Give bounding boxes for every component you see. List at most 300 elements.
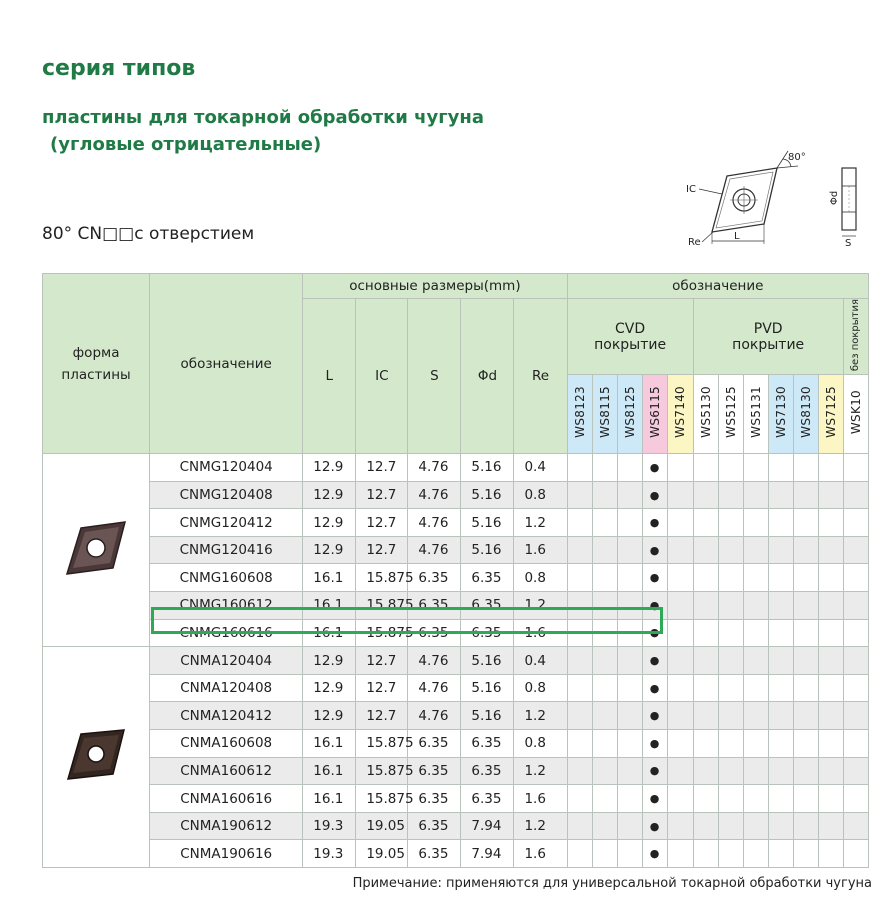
- cell-grade-ws8130: [793, 481, 818, 509]
- cell-grade-ws7140: [667, 840, 693, 868]
- cell-d: 5.16: [461, 454, 514, 482]
- cell-re: 1.2: [514, 509, 567, 537]
- cell-grade-ws8130: [793, 840, 818, 868]
- cell-grade-ws8125: [617, 481, 642, 509]
- grade-header-ws5131: WS5131: [743, 375, 768, 454]
- cell-grade-ws8123: [567, 564, 592, 592]
- cell-grade-ws5125: [718, 812, 743, 840]
- cell-grade-ws7140: [667, 647, 693, 675]
- cell-grade-ws5125: [718, 647, 743, 675]
- cell-grade-ws8130: [793, 757, 818, 785]
- header-no-coating: без покрытия: [843, 299, 868, 375]
- cell-grade-ws5131: [743, 647, 768, 675]
- table-row: [43, 509, 869, 537]
- cell-ic: 19.05: [356, 812, 408, 840]
- cell-grade-ws8123: [567, 619, 592, 647]
- cell-code: CNMG120412: [150, 509, 303, 537]
- cell-grade-ws5125: [718, 592, 743, 620]
- cell-l: 16.1: [303, 564, 356, 592]
- cell-re: 1.6: [514, 840, 567, 868]
- cell-grade-ws7140: [667, 454, 693, 482]
- cell-grade-ws5125: [718, 536, 743, 564]
- cell-code: CNMG120416: [150, 536, 303, 564]
- cell-grade-ws5130: [693, 509, 718, 537]
- cell-grade-ws6115: ●: [642, 454, 667, 482]
- cell-grade-ws7125: [818, 647, 843, 675]
- cell-grade-ws5131: [743, 619, 768, 647]
- cell-grade-ws5131: [743, 509, 768, 537]
- cell-grade-ws8130: [793, 730, 818, 758]
- cell-grade-ws5131: [743, 812, 768, 840]
- cell-grade-ws8130: [793, 674, 818, 702]
- cell-grade-ws8123: [567, 509, 592, 537]
- cell-grade-ws7130: [768, 564, 793, 592]
- header-code: обозначение: [150, 274, 303, 454]
- cell-grade-ws7130: [768, 702, 793, 730]
- cell-grade-ws8123: [567, 840, 592, 868]
- cell-grade-ws8125: [617, 757, 642, 785]
- cell-grade-ws8130: [793, 619, 818, 647]
- cell-grade-wsk10: [843, 647, 868, 675]
- cell-s: 6.35: [408, 564, 461, 592]
- cell-grade-ws8130: [793, 564, 818, 592]
- cell-grade-ws5125: [718, 481, 743, 509]
- cell-grade-ws7140: [667, 619, 693, 647]
- cell-grade-ws8130: [793, 812, 818, 840]
- grade-header-ws8115: WS8115: [592, 375, 617, 454]
- cell-s: 4.76: [408, 536, 461, 564]
- grade-header-ws5130: WS5130: [693, 375, 718, 454]
- cell-grade-ws5130: [693, 730, 718, 758]
- cell-grade-ws8130: [793, 785, 818, 813]
- cell-code: CNMA160608: [150, 730, 303, 758]
- cell-grade-wsk10: [843, 702, 868, 730]
- cell-grade-ws7125: [818, 564, 843, 592]
- cell-grade-ws5131: [743, 592, 768, 620]
- cell-grade-ws8115: [592, 647, 617, 675]
- cell-grade-ws7140: [667, 564, 693, 592]
- cell-l: 12.9: [303, 702, 356, 730]
- cell-grade-ws5131: [743, 730, 768, 758]
- cell-d: 5.16: [461, 509, 514, 537]
- cell-grade-ws8123: [567, 757, 592, 785]
- cell-grade-ws5131: [743, 702, 768, 730]
- cell-grade-ws8123: [567, 812, 592, 840]
- cell-l: 12.9: [303, 509, 356, 537]
- cell-ic: 12.7: [356, 509, 408, 537]
- cell-grade-wsk10: [843, 785, 868, 813]
- cell-grade-ws8125: [617, 564, 642, 592]
- page-subtitle: [42, 104, 484, 158]
- cell-grade-ws8115: [592, 812, 617, 840]
- cell-grade-ws6115: ●: [642, 536, 667, 564]
- table-row: [43, 674, 869, 702]
- cell-ic: 12.7: [356, 674, 408, 702]
- cell-s: 6.35: [408, 619, 461, 647]
- cell-grade-ws7125: [818, 840, 843, 868]
- header-dim-s: S: [408, 299, 461, 454]
- cell-grade-ws8115: [592, 536, 617, 564]
- cell-grade-ws7125: [818, 592, 843, 620]
- cell-grade-ws5130: [693, 619, 718, 647]
- cell-grade-ws7130: [768, 536, 793, 564]
- cell-ic: 19.05: [356, 840, 408, 868]
- cell-grade-ws8125: [617, 674, 642, 702]
- cell-grade-ws7130: [768, 509, 793, 537]
- cell-grade-ws5130: [693, 674, 718, 702]
- cell-grade-ws5125: [718, 564, 743, 592]
- cell-grade-ws5125: [718, 785, 743, 813]
- cell-grade-wsk10: [843, 536, 868, 564]
- cell-re: 1.6: [514, 619, 567, 647]
- cell-grade-ws5125: [718, 757, 743, 785]
- cell-grade-ws8130: [793, 702, 818, 730]
- cell-grade-ws5125: [718, 840, 743, 868]
- header-cvd: CVD покрытие: [567, 299, 693, 375]
- cell-code: CNMG160616: [150, 619, 303, 647]
- cell-grade-ws6115: ●: [642, 509, 667, 537]
- cell-ic: 12.7: [356, 647, 408, 675]
- cell-re: 0.8: [514, 674, 567, 702]
- cell-ic: 12.7: [356, 702, 408, 730]
- cell-grade-ws7125: [818, 812, 843, 840]
- cell-grade-ws7130: [768, 812, 793, 840]
- cell-grade-ws5130: [693, 812, 718, 840]
- cell-grade-ws8115: [592, 619, 617, 647]
- page-title: серия типов: [42, 56, 196, 81]
- cell-grade-ws5131: [743, 840, 768, 868]
- cell-grade-ws7125: [818, 674, 843, 702]
- cell-re: 1.2: [514, 757, 567, 785]
- cell-grade-ws7140: [667, 757, 693, 785]
- diagram-l-label: L: [734, 231, 740, 242]
- cell-grade-wsk10: [843, 454, 868, 482]
- table-row: [43, 592, 869, 620]
- cell-grade-wsk10: [843, 812, 868, 840]
- cell-code: CNMA160616: [150, 785, 303, 813]
- cell-ic: 12.7: [356, 454, 408, 482]
- cell-grade-ws5131: [743, 674, 768, 702]
- cell-grade-ws8115: [592, 481, 617, 509]
- cell-ic: 12.7: [356, 481, 408, 509]
- cell-code: CNMG160608: [150, 564, 303, 592]
- table-row: [43, 647, 869, 675]
- cell-d: 5.16: [461, 536, 514, 564]
- diagram-angle-label: 80°: [788, 152, 806, 163]
- cell-ic: 12.7: [356, 536, 408, 564]
- cell-grade-ws5131: [743, 481, 768, 509]
- cell-re: 1.6: [514, 536, 567, 564]
- cell-re: 1.6: [514, 785, 567, 813]
- grade-header-ws6115: WS6115: [642, 375, 667, 454]
- cell-s: 4.76: [408, 509, 461, 537]
- cell-grade-ws8123: [567, 454, 592, 482]
- cell-grade-ws7125: [818, 619, 843, 647]
- subtitle-line-2: (угловые отрицательные): [50, 134, 322, 155]
- cell-s: 4.76: [408, 647, 461, 675]
- grade-header-ws7140: WS7140: [667, 375, 693, 454]
- cell-grade-ws7125: [818, 509, 843, 537]
- cell-l: 16.1: [303, 730, 356, 758]
- table-row: [43, 840, 869, 868]
- table-row: [43, 757, 869, 785]
- cell-grade-ws7125: [818, 454, 843, 482]
- cell-grade-ws7140: [667, 730, 693, 758]
- cell-grade-ws5125: [718, 730, 743, 758]
- cell-grade-ws5125: [718, 454, 743, 482]
- cell-s: 6.35: [408, 730, 461, 758]
- cell-grade-ws8123: [567, 785, 592, 813]
- cell-grade-ws6115: ●: [642, 812, 667, 840]
- cell-grade-ws6115: ●: [642, 840, 667, 868]
- table-row: [43, 619, 869, 647]
- cell-grade-ws5125: [718, 674, 743, 702]
- cell-grade-ws5131: [743, 454, 768, 482]
- cell-grade-ws8125: [617, 702, 642, 730]
- cell-s: 4.76: [408, 702, 461, 730]
- cell-code: CNMA120412: [150, 702, 303, 730]
- cell-d: 6.35: [461, 564, 514, 592]
- cell-grade-wsk10: [843, 619, 868, 647]
- cell-grade-ws8130: [793, 647, 818, 675]
- insert-spec-label: 80° CN□□с отверстием: [42, 224, 255, 244]
- cell-code: CNMA190616: [150, 840, 303, 868]
- cell-grade-ws5130: [693, 454, 718, 482]
- cell-grade-ws5130: [693, 536, 718, 564]
- cell-grade-ws8125: [617, 785, 642, 813]
- cell-grade-ws5125: [718, 702, 743, 730]
- cell-grade-ws8125: [617, 647, 642, 675]
- table-row: [43, 481, 869, 509]
- insert-dimension-diagram: [682, 146, 872, 254]
- cell-l: 16.1: [303, 757, 356, 785]
- cell-re: 1.2: [514, 702, 567, 730]
- cell-grade-ws7125: [818, 757, 843, 785]
- diagram-ic-label: IC: [686, 184, 696, 195]
- cell-d: 5.16: [461, 481, 514, 509]
- cell-ic: 15.875: [356, 785, 408, 813]
- cell-grade-ws5131: [743, 757, 768, 785]
- cell-grade-ws5130: [693, 481, 718, 509]
- header-dim-re: Re: [514, 299, 567, 454]
- cell-grade-ws5130: [693, 702, 718, 730]
- cell-grade-ws8115: [592, 592, 617, 620]
- grade-header-ws8130: WS8130: [793, 375, 818, 454]
- header-pvd: PVD покрытие: [693, 299, 843, 375]
- cell-grade-ws5130: [693, 592, 718, 620]
- cell-s: 4.76: [408, 454, 461, 482]
- cell-grade-ws8115: [592, 454, 617, 482]
- cell-grade-ws8115: [592, 785, 617, 813]
- cell-grade-ws8123: [567, 730, 592, 758]
- cell-re: 0.4: [514, 454, 567, 482]
- grade-header-wsk10: WSK10: [843, 375, 868, 454]
- cell-grade-ws5125: [718, 509, 743, 537]
- insert-image-cnmg: [43, 454, 150, 647]
- cell-l: 19.3: [303, 812, 356, 840]
- cell-grade-ws7125: [818, 702, 843, 730]
- cell-re: 1.2: [514, 812, 567, 840]
- cell-l: 19.3: [303, 840, 356, 868]
- cell-grade-ws8125: [617, 536, 642, 564]
- cell-grade-wsk10: [843, 509, 868, 537]
- insert-image-cnma: [43, 647, 150, 868]
- cell-d: 5.16: [461, 647, 514, 675]
- cell-grade-ws7130: [768, 592, 793, 620]
- cell-grade-ws8115: [592, 509, 617, 537]
- cell-l: 16.1: [303, 592, 356, 620]
- cell-grade-ws7140: [667, 509, 693, 537]
- cell-d: 7.94: [461, 840, 514, 868]
- cell-grade-ws8115: [592, 840, 617, 868]
- cell-grade-ws8125: [617, 730, 642, 758]
- cell-grade-ws7125: [818, 536, 843, 564]
- cell-d: 5.16: [461, 674, 514, 702]
- cell-grade-ws7125: [818, 481, 843, 509]
- cell-s: 6.35: [408, 757, 461, 785]
- cell-grade-ws6115: ●: [642, 785, 667, 813]
- cell-grade-ws7140: [667, 812, 693, 840]
- grade-header-ws8123: WS8123: [567, 375, 592, 454]
- cell-code: CNMG160612: [150, 592, 303, 620]
- cell-grade-wsk10: [843, 730, 868, 758]
- cell-s: 6.35: [408, 840, 461, 868]
- cell-ic: 15.875: [356, 757, 408, 785]
- cell-s: 6.35: [408, 785, 461, 813]
- cell-grade-ws7130: [768, 481, 793, 509]
- cell-code: CNMG120408: [150, 481, 303, 509]
- cell-grade-ws8125: [617, 592, 642, 620]
- cell-grade-ws8123: [567, 647, 592, 675]
- cell-grade-ws6115: ●: [642, 730, 667, 758]
- cell-code: CNMG120404: [150, 454, 303, 482]
- cell-grade-ws7130: [768, 619, 793, 647]
- cell-grade-ws7140: [667, 785, 693, 813]
- cell-grade-ws8123: [567, 674, 592, 702]
- cell-ic: 15.875: [356, 564, 408, 592]
- cell-s: 4.76: [408, 674, 461, 702]
- grade-header-ws7130: WS7130: [768, 375, 793, 454]
- cell-grade-ws5130: [693, 757, 718, 785]
- cell-s: 4.76: [408, 481, 461, 509]
- cell-re: 0.4: [514, 647, 567, 675]
- cell-grade-ws8125: [617, 812, 642, 840]
- cell-grade-ws8115: [592, 564, 617, 592]
- cell-grade-ws7140: [667, 674, 693, 702]
- cell-ic: 15.875: [356, 592, 408, 620]
- table-row: [43, 536, 869, 564]
- cell-grade-ws6115: ●: [642, 592, 667, 620]
- footer-note: Примечание: применяются для универсальной токарной обработки чугуна: [352, 876, 872, 891]
- header-dim-ic: IC: [356, 299, 408, 454]
- table-row: [43, 564, 869, 592]
- cell-ic: 15.875: [356, 619, 408, 647]
- cell-code: CNMA120408: [150, 674, 303, 702]
- cell-grade-ws5131: [743, 564, 768, 592]
- cell-d: 6.35: [461, 757, 514, 785]
- cell-grade-ws8115: [592, 702, 617, 730]
- table-row: [43, 702, 869, 730]
- cell-re: 0.8: [514, 481, 567, 509]
- cell-grade-ws8123: [567, 481, 592, 509]
- cell-grade-ws8115: [592, 674, 617, 702]
- cell-grade-ws8115: [592, 730, 617, 758]
- cell-grade-wsk10: [843, 757, 868, 785]
- cell-grade-ws7140: [667, 702, 693, 730]
- cell-d: 6.35: [461, 619, 514, 647]
- cell-grade-ws6115: ●: [642, 481, 667, 509]
- cell-grade-ws5130: [693, 785, 718, 813]
- cell-grade-ws7125: [818, 730, 843, 758]
- cell-grade-ws6115: ●: [642, 619, 667, 647]
- cell-grade-wsk10: [843, 592, 868, 620]
- table-row: [43, 812, 869, 840]
- cell-grade-ws8115: [592, 757, 617, 785]
- cell-grade-ws8130: [793, 454, 818, 482]
- cell-grade-ws5131: [743, 536, 768, 564]
- cell-code: CNMA190612: [150, 812, 303, 840]
- cell-l: 16.1: [303, 785, 356, 813]
- table-row: [43, 730, 869, 758]
- table-row: [43, 454, 869, 482]
- header-grades-group: обозначение: [567, 274, 868, 299]
- cell-grade-ws6115: ●: [642, 757, 667, 785]
- cell-grade-ws7130: [768, 785, 793, 813]
- insert-specification-table: [42, 273, 869, 868]
- cell-s: 6.35: [408, 592, 461, 620]
- cell-grade-ws7130: [768, 674, 793, 702]
- diagram-s-label: S: [845, 238, 852, 249]
- cell-grade-ws6115: ●: [642, 564, 667, 592]
- cell-l: 12.9: [303, 674, 356, 702]
- cell-grade-ws5130: [693, 564, 718, 592]
- cell-grade-ws8123: [567, 592, 592, 620]
- grade-header-ws5125: WS5125: [718, 375, 743, 454]
- cell-re: 0.8: [514, 564, 567, 592]
- cell-grade-wsk10: [843, 481, 868, 509]
- cell-grade-ws8125: [617, 509, 642, 537]
- cell-grade-ws5130: [693, 647, 718, 675]
- grade-header-ws8125: WS8125: [617, 375, 642, 454]
- diagram-re-label: Re: [688, 237, 701, 248]
- cell-grade-ws7125: [818, 785, 843, 813]
- cell-d: 5.16: [461, 702, 514, 730]
- cell-l: 12.9: [303, 454, 356, 482]
- cell-grade-ws8125: [617, 619, 642, 647]
- cell-d: 6.35: [461, 730, 514, 758]
- cell-grade-ws8125: [617, 454, 642, 482]
- cell-l: 16.1: [303, 619, 356, 647]
- cell-l: 12.9: [303, 647, 356, 675]
- cell-grade-ws6115: ●: [642, 647, 667, 675]
- grade-header-ws7125: WS7125: [818, 375, 843, 454]
- cell-d: 6.35: [461, 785, 514, 813]
- cell-d: 6.35: [461, 592, 514, 620]
- header-dim-l: L: [303, 299, 356, 454]
- cell-grade-ws7140: [667, 481, 693, 509]
- cell-grade-ws7140: [667, 592, 693, 620]
- cell-grade-ws7140: [667, 536, 693, 564]
- cell-grade-wsk10: [843, 674, 868, 702]
- cell-grade-ws6115: ●: [642, 702, 667, 730]
- cell-l: 12.9: [303, 536, 356, 564]
- cell-grade-ws7130: [768, 757, 793, 785]
- cell-re: 1.2: [514, 592, 567, 620]
- cell-l: 12.9: [303, 481, 356, 509]
- table-row: [43, 785, 869, 813]
- cell-d: 7.94: [461, 812, 514, 840]
- cell-grade-ws7130: [768, 840, 793, 868]
